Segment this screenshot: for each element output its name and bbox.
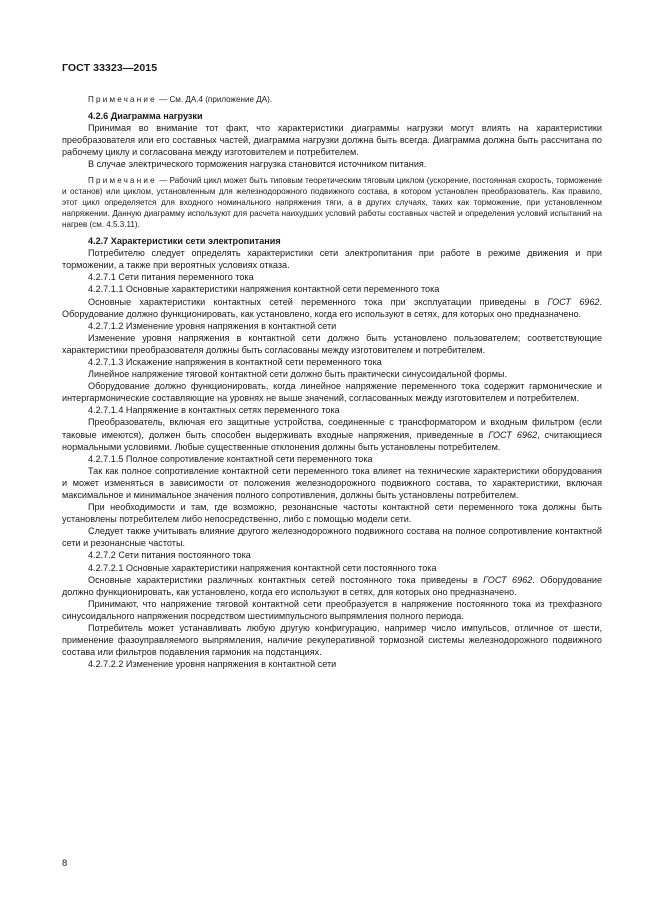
paragraph: Преобразователь, включая его защитные устройства, соединенные с трансформатором и входным фильтром (если таковые имеются), должен быть способен выдерживать входные напряжения, приведенные в ГОСТ 6962, считающиеся нормальными условиями. Любые существенные отклонения должны быть установлены потребителем.	[62, 417, 602, 452]
page-body	[62, 62, 602, 670]
section-heading: 4.2.7 Характеристики сети электропитания	[88, 236, 281, 247]
paragraph: Линейное напряжение тяговой контактной сети должно быть практически синусоидальной формы.	[88, 369, 508, 380]
subsection-title: 4.2.7.1.1 Основные характеристики напряжения контактной сети переменного тока	[88, 284, 440, 295]
note-text: — См. ДА.4 (приложение ДА).	[159, 95, 273, 104]
paragraph: Потребителю следует определять характеристики сети электропитания при работе в режиме движения и при торможении, а также при вероятных условиях отказа.	[62, 248, 602, 271]
page-number: 8	[62, 858, 68, 869]
note	[62, 94, 602, 105]
paragraph: Основные характеристики контактных сетей переменного тока при эксплуатации приведены в ГОСТ 6962. Оборудование должно функционировать, как установлено, когда его используют в сетях, для которых оно предназначено.	[62, 296, 603, 319]
note	[62, 175, 602, 230]
paragraph: Оборудование должно функционировать, когда линейное напряжение переменного тока содержит гармонические и интергармонические составляющие на уровнях не выше значений, согласованных между изготовителем и потребителем.	[62, 381, 602, 404]
paragraph: Принимая во внимание тот факт, что характеристики диаграммы нагрузки могут влиять на характеристики преобразователя или его составных частей, диаграмма нагрузки должна быть всегда. Диаграмма должна быть рассчитана по рабочему циклу и согласована между изготовителем и потребителем.	[62, 123, 602, 158]
document-content	[62, 94, 602, 670]
paragraph: Изменение уровня напряжения в контактной сети должно быть установлено пользователем; соответствующие характеристики преобразователя должны быть согласованы между изготовителем и потребителем.	[62, 332, 602, 355]
paragraph: Следует также учитывать влияние другого железнодорожного подвижного состава на полное сопротивление контактной сети и резонансные частоты.	[62, 526, 602, 549]
paragraph: Так как полное сопротивление контактной сети переменного тока влияет на технические характеристики оборудования и может изменяться в зависимости от положения железнодорожного подвижного состава, то характеристики, включая максимальное и минимальное значения полного сопротивления, должны быть установлены потребителем.	[62, 465, 602, 500]
note-label: Примечание	[88, 175, 157, 185]
subsection-title: 4.2.7.2.1 Основные характеристики напряжения контактной сети постоянного тока	[88, 562, 437, 573]
subsection-title: 4.2.7.2.2 Изменение уровня напряжения в контактной сети	[88, 659, 337, 670]
section-heading: 4.2.6 Диаграмма нагрузки	[88, 111, 203, 122]
subsection-title: 4.2.7.1.2 Изменение уровня напряжения в контактной сети	[88, 320, 337, 331]
paragraph: Потребитель может устанавливать любую другую конфигурацию, например число импульсов, отличное от шести, применение фазоуправляемого выпрямления, наличие рекуперативной тормозной системы железнодорожного подвижного состава или фильтров подавления гармоник на подстанциях.	[62, 623, 602, 658]
subsection-title: 4.2.7.1.5 Полное сопротивление контактной сети переменного тока	[88, 453, 373, 464]
paragraph: При необходимости и там, где возможно, резонансные частоты контактной сети переменного тока должны быть установлены потребителем либо непосредственно, либо с помощью модели сети.	[62, 502, 602, 525]
paragraph: В случае электрического торможения нагрузка становится источником питания.	[88, 159, 427, 170]
paragraph: Основные характеристики различных контактных сетей постоянного тока приведены в ГОСТ 6962. Оборудование должно функционировать, как установлено, когда его используют в сетях, для которых оно предназначено.	[62, 574, 603, 597]
subsection-title: 4.2.7.2 Сети питания постоянного тока	[88, 550, 251, 561]
subsection-title: 4.2.7.1.4 Напряжение в контактных сетях переменного тока	[88, 405, 340, 416]
subsection-title: 4.2.7.1.3 Искажение напряжения в контактной сети переменного тока	[88, 356, 382, 367]
subsection-title: 4.2.7.1 Сети питания переменного тока	[88, 272, 254, 283]
document-header: ГОСТ 33323—2015	[62, 62, 158, 74]
paragraph: Принимают, что напряжение тяговой контактной сети преобразуется в напряжение постоянного тока из трехфазного синусоидального напряжения посредством шестиимпульсного выпрямления полного периода.	[62, 598, 602, 621]
note-text: — Рабочий цикл может быть типовым теоретическим тяговым циклом (ускорение, постоянная скорость, торможение и останов) или циклом, установленным для железнодорожного подвижного состава, в котором установлен преобразователь. Как правило, этот цикл определяется для входного номинального напряжения тяги, а в других случаях, таких как торможение, при установленном напряжении. Данную диаграмму используют для расчета наихудших условий работы составных частей и определения условий испытаний на нагрев (см. 4.5.3.11).	[62, 175, 602, 229]
note-label: Примечание	[88, 95, 157, 104]
